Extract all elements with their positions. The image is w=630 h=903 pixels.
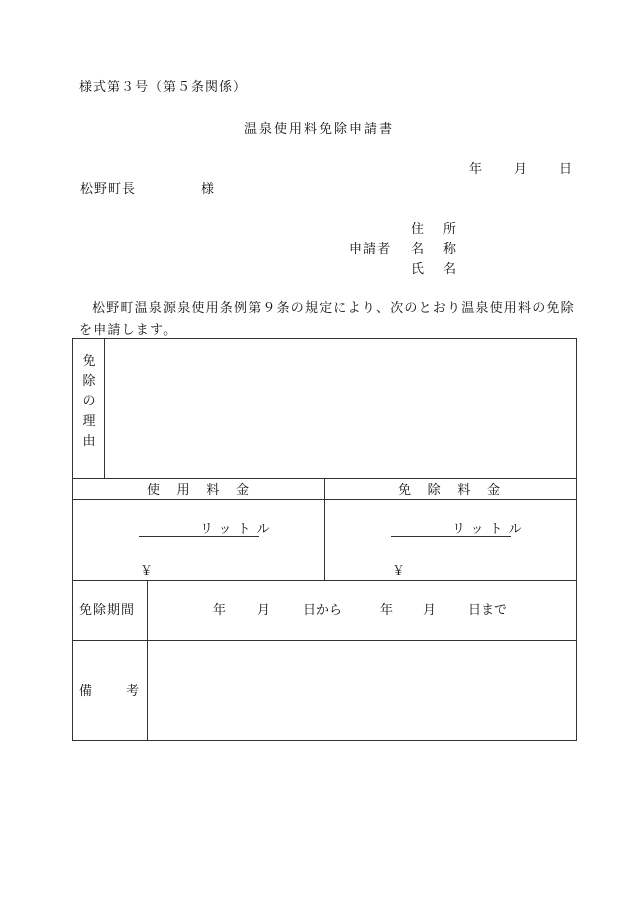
applicant-address-label — [411, 222, 456, 238]
addressee-honorific: 様 — [201, 182, 215, 197]
table-border-top — [72, 338, 577, 339]
usage-liter-underline — [139, 536, 259, 537]
address-char-2: 所 — [442, 222, 456, 237]
exemption-period-label: 免除期間 — [79, 603, 136, 618]
exemption-liter-underline — [391, 536, 511, 537]
address-char-1: 住 — [411, 222, 425, 237]
period-end-year: 年 — [380, 603, 394, 618]
exemption-fee-char-3: 料 — [457, 483, 471, 498]
document-title: 温泉使用料免除申請書 — [243, 122, 394, 137]
company-char-2: 称 — [442, 242, 456, 257]
table-border-left — [72, 338, 73, 741]
name-char-1: 氏 — [411, 262, 425, 277]
remarks-char-1: 備 — [79, 684, 93, 699]
period-start-month: 月 — [257, 603, 271, 618]
form-number: 様式第３号（第５条関係） — [79, 80, 248, 95]
reason-char-5: 由 — [82, 434, 96, 449]
reason-char-4: 理 — [82, 414, 96, 429]
usage-fee-header — [147, 483, 249, 499]
exemption-liter-unit: リットル — [452, 522, 528, 537]
usage-fee-char-1: 使 — [147, 483, 161, 498]
applicant-label: 申請者 — [349, 242, 392, 257]
period-start-year: 年 — [213, 603, 227, 618]
label-column-divider — [147, 580, 148, 741]
period-start-day: 日から — [303, 603, 343, 618]
period-end-month: 月 — [423, 603, 437, 618]
reason-char-1: 免 — [82, 354, 96, 369]
usage-yen-symbol: ￥ — [140, 564, 154, 579]
period-end-day: 日まで — [468, 603, 508, 618]
reason-char-2: 除 — [82, 374, 96, 389]
date-day-label: 日 — [559, 162, 573, 177]
addressee-name: 松野町長 — [80, 182, 137, 197]
exemption-fee-char-2: 除 — [427, 483, 441, 498]
exemption-fee-char-4: 金 — [486, 483, 500, 498]
date-year-label: 年 — [469, 162, 483, 177]
fee-column-divider — [324, 478, 325, 580]
usage-liter-unit: リットル — [200, 522, 276, 537]
exemption-reason-label — [75, 352, 103, 452]
remarks-char-2: 考 — [125, 684, 139, 699]
exemption-fee-char-1: 免 — [398, 483, 412, 498]
applicant-name-label — [411, 262, 456, 278]
date-month-label: 月 — [514, 162, 528, 177]
usage-fee-char-3: 料 — [206, 483, 220, 498]
reason-divider — [104, 338, 105, 478]
reason-char-3: の — [82, 394, 96, 409]
application-statement: 松野町温泉源泉使用条例第９条の規定により、次のとおり温泉使用料の免除を申請します。 — [79, 301, 575, 338]
table-border-right — [576, 338, 577, 741]
company-char-1: 名 — [411, 242, 425, 257]
applicant-company-label — [411, 242, 456, 258]
usage-fee-char-4: 金 — [235, 483, 249, 498]
remarks-label — [79, 684, 139, 700]
usage-fee-char-2: 用 — [176, 483, 190, 498]
exemption-yen-symbol: ￥ — [392, 564, 406, 579]
exemption-fee-header — [398, 483, 500, 499]
name-char-2: 名 — [442, 262, 456, 277]
